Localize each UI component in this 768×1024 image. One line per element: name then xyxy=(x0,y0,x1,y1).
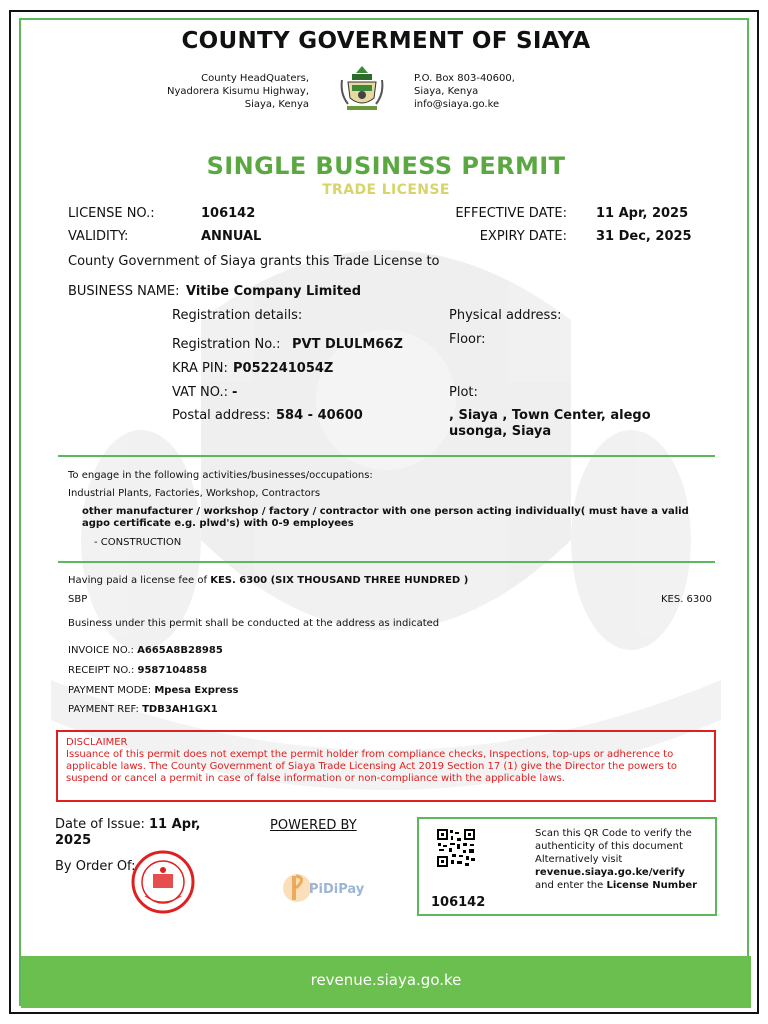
registration-no-value: PVT DLULM66Z xyxy=(292,337,403,352)
receipt-label: RECEIPT NO.: xyxy=(68,665,135,676)
pidipay-logo-text: PiDiPay xyxy=(309,882,365,897)
payment-mode-row xyxy=(68,685,239,696)
license-no-label: LICENSE NO.: xyxy=(68,206,155,221)
postal-contact-address xyxy=(414,72,614,111)
kra-pin-value: P052241054Z xyxy=(233,361,334,376)
address-line: Siaya, Kenya xyxy=(414,86,479,97)
license-no-value: 106142 xyxy=(201,206,256,221)
disclaimer-text: Issuance of this permit does not exempt the permit holder from compliance checks, Inspections, top-ups or adherence to applicable laws. The County Government of Siaya Trade Licensing Act 2019 Section 17 (1) give the Director the powers to suspend or cancel a permit in case of false information or non-compliance with the applicable laws. xyxy=(66,749,677,784)
kra-pin-label: KRA PIN: xyxy=(172,361,228,376)
physical-address-label: Physical address: xyxy=(449,308,562,323)
powered-by-label: POWERED BY xyxy=(270,818,357,833)
validity-value: ANNUAL xyxy=(201,229,262,244)
business-name-value: Vitibe Company Limited xyxy=(186,284,362,299)
qr-code-icon[interactable] xyxy=(436,828,476,868)
headquarters-address xyxy=(109,72,309,111)
permit-title: SINGLE BUSINESS PERMIT xyxy=(206,152,566,180)
address-line: Siaya, Kenya xyxy=(244,99,309,110)
verification-instructions xyxy=(535,827,697,892)
disclaimer-box xyxy=(56,730,716,802)
verification-line-5-prefix: and enter the xyxy=(535,880,604,891)
verification-line-5-bold: License Number xyxy=(606,880,698,891)
activities-intro: To engage in the following activities/businesses/occupations: xyxy=(68,470,373,481)
verification-url[interactable]: revenue.siaya.go.ke/verify xyxy=(535,867,685,878)
payment-ref-row xyxy=(68,704,218,715)
expiry-date-value: 31 Dec, 2025 xyxy=(596,229,692,244)
official-stamp-seal-icon xyxy=(131,850,195,914)
footer-url[interactable]: revenue.siaya.go.ke xyxy=(310,971,462,989)
permit-document xyxy=(19,18,749,1006)
registration-no-label: Registration No.: xyxy=(172,337,281,352)
invoice-label: INVOICE NO.: xyxy=(68,645,134,656)
activity-sub-item: - CONSTRUCTION xyxy=(94,537,182,548)
expiry-date-label: EXPIRY DATE: xyxy=(479,229,567,244)
location-line-2: usonga, Siaya xyxy=(449,424,552,439)
address-line: Nyadorera Kisumu Highway, xyxy=(167,86,309,97)
validity-label: VALIDITY: xyxy=(68,229,129,244)
issue-date-row xyxy=(55,817,200,832)
effective-date-value: 11 Apr, 2025 xyxy=(596,206,689,221)
business-name-label: BUSINESS NAME: xyxy=(68,284,180,299)
activity-description-line-2: agpo certificate e.g. plwd's) with 0-9 employees xyxy=(82,518,354,529)
section-divider xyxy=(58,455,715,457)
license-fee-amount: KES. 6300 (SIX THOUSAND THREE HUNDRED ) xyxy=(210,575,469,586)
vat-no-value: - xyxy=(232,385,238,400)
invoice-row xyxy=(68,645,223,656)
plot-label: Plot: xyxy=(449,385,478,400)
issue-date-year: 2025 xyxy=(55,833,92,848)
receipt-value: 9587104858 xyxy=(137,665,208,676)
disclaimer-title: DISCLAIMER xyxy=(66,737,128,748)
registration-details-label: Registration details: xyxy=(172,308,303,323)
payment-mode-value: Mpesa Express xyxy=(154,685,239,696)
address-line: P.O. Box 803-40600, xyxy=(414,73,515,84)
verification-line-3: Alternatively visit xyxy=(535,854,623,865)
qr-license-number: 106142 xyxy=(431,895,486,910)
postal-address-value: 584 - 40600 xyxy=(276,408,363,423)
grant-statement: County Government of Siaya grants this Trade License to xyxy=(68,254,440,269)
effective-date-label: EFFECTIVE DATE: xyxy=(455,206,567,221)
verification-line-5 xyxy=(535,879,697,892)
by-order-label: By Order Of: xyxy=(55,859,136,874)
activity-description-line-1: other manufacturer / workshop / factory / contractor with one person acting individually( must have a valid xyxy=(82,506,689,517)
verification-line-1: Scan this QR Code to verify the xyxy=(535,828,692,839)
issue-date-value: 11 Apr, xyxy=(149,817,201,832)
verification-box xyxy=(417,817,717,916)
address-line: info@siaya.go.ke xyxy=(414,99,500,110)
vat-no-label: VAT NO.: xyxy=(172,385,228,400)
payment-ref-value: TDB3AH1GX1 xyxy=(142,704,218,715)
postal-address-label: Postal address: xyxy=(172,408,271,423)
license-fee-line xyxy=(68,575,468,586)
issue-date-label: Date of Issue: xyxy=(55,817,145,832)
pidipay-logo-icon xyxy=(281,860,365,916)
activities-category: Industrial Plants, Factories, Workshop, Contractors xyxy=(68,488,321,499)
floor-label: Floor: xyxy=(449,332,486,347)
invoice-value: A665A8B28985 xyxy=(137,645,223,656)
section-divider xyxy=(58,561,715,563)
conduct-note: Business under this permit shall be conducted at the address as indicated xyxy=(68,618,440,629)
payment-ref-label: PAYMENT REF: xyxy=(68,704,139,715)
receipt-row xyxy=(68,665,207,676)
location-line-1: , Siaya , Town Center, alego xyxy=(449,408,651,423)
permit-subtitle: TRADE LICENSE xyxy=(322,182,450,198)
fee-item-label: SBP xyxy=(68,594,88,605)
payment-mode-label: PAYMENT MODE: xyxy=(68,685,152,696)
fee-item-amount: KES. 6300 xyxy=(660,594,712,605)
county-coat-of-arms-icon xyxy=(339,64,385,112)
license-fee-prefix: Having paid a license fee of xyxy=(68,575,208,586)
address-line: County HeadQuaters, xyxy=(201,73,309,84)
verification-line-2: authenticity of this document xyxy=(535,841,683,852)
county-title: COUNTY GOVERMENT OF SIAYA xyxy=(181,28,591,54)
footer-bar xyxy=(21,956,751,1008)
